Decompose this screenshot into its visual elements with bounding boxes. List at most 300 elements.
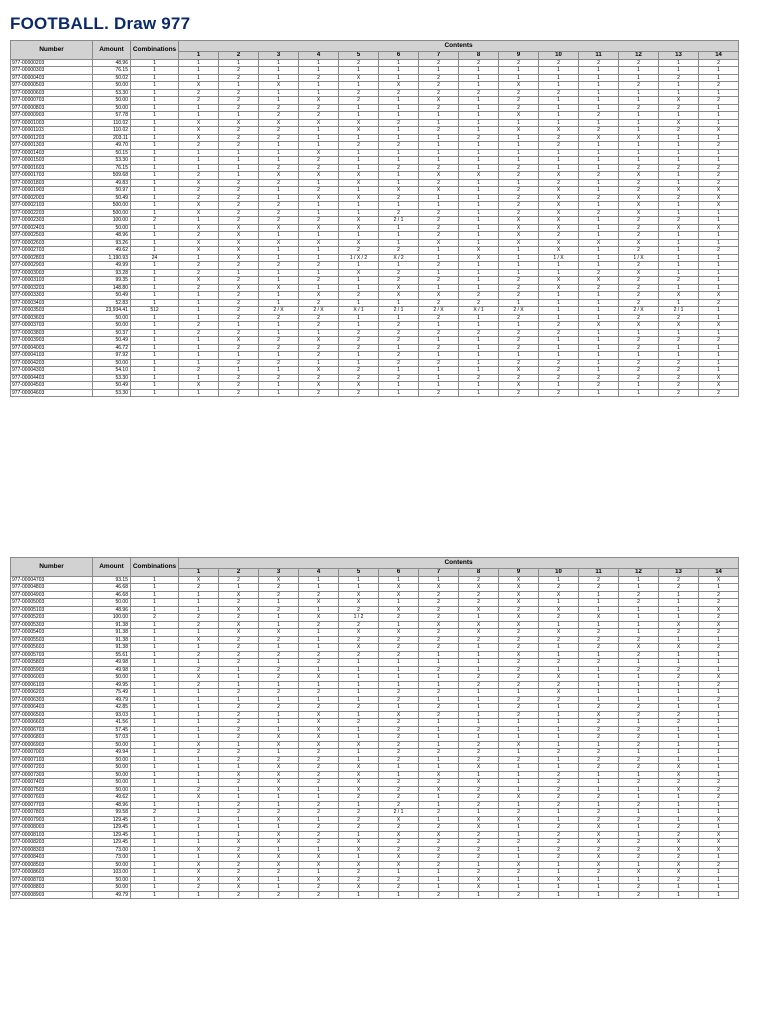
cell-outcome: X — [539, 209, 579, 217]
cell-outcome: 2 — [579, 194, 619, 202]
cell-outcome: 2 — [379, 359, 419, 367]
cell-amount: 129.45 — [93, 816, 131, 824]
cell-outcome: 2 — [219, 314, 259, 322]
cell-outcome: 1 — [179, 389, 219, 397]
cell-outcome: 2 — [459, 599, 499, 607]
cell-outcome: X — [499, 651, 539, 659]
cell-outcome: X — [179, 209, 219, 217]
cell-outcome: 1 — [579, 389, 619, 397]
cell-outcome: X — [699, 202, 739, 210]
table-row — [11, 621, 739, 629]
table-row — [11, 674, 739, 682]
cell-outcome: 2 — [499, 292, 539, 300]
table-row — [11, 119, 739, 127]
cell-outcome: 1 — [499, 734, 539, 742]
cell-outcome: 2 — [659, 359, 699, 367]
cell-amount: 91.38 — [93, 629, 131, 637]
cell-outcome: 1 — [179, 659, 219, 667]
cell-combinations: 1 — [131, 232, 179, 240]
cell-outcome: 2 — [419, 314, 459, 322]
header-match-9: 9 — [499, 52, 539, 60]
cell-outcome: 1 — [299, 846, 339, 854]
cell-outcome: X — [659, 224, 699, 232]
cell-outcome: 1 — [379, 112, 419, 120]
cell-outcome: 1 — [659, 636, 699, 644]
cell-outcome: 1 — [379, 344, 419, 352]
cell-outcome: 1 — [459, 614, 499, 622]
cell-outcome: 1 — [579, 202, 619, 210]
cell-outcome: 2 — [619, 726, 659, 734]
cell-outcome: 2 — [219, 374, 259, 382]
cell-outcome: 2 — [379, 741, 419, 749]
cell-outcome: 1 — [539, 644, 579, 652]
cell-outcome: 2 — [699, 794, 739, 802]
cell-outcome: 1 — [619, 97, 659, 105]
cell-outcome: 2 — [179, 651, 219, 659]
cell-outcome: 2 — [339, 824, 379, 832]
cell-outcome: 1 — [339, 112, 379, 120]
cell-outcome: 2 — [459, 786, 499, 794]
cell-outcome: X — [619, 194, 659, 202]
cell-outcome: 1 — [419, 801, 459, 809]
cell-outcome: 1 — [499, 876, 539, 884]
header-match-10: 10 — [539, 569, 579, 577]
cell-outcome: X — [699, 382, 739, 390]
table-row — [11, 232, 739, 240]
cell-outcome: 2 — [659, 711, 699, 719]
table-row — [11, 127, 739, 135]
cell-outcome: 1 — [179, 217, 219, 225]
cell-number: 977-00003503 — [11, 307, 93, 315]
cell-outcome: 2 — [259, 344, 299, 352]
cell-outcome: 1 — [659, 734, 699, 742]
cell-outcome: X — [339, 74, 379, 82]
cell-outcome: X — [179, 382, 219, 390]
cell-outcome: X — [179, 179, 219, 187]
cell-outcome: 2 — [459, 329, 499, 337]
table-row — [11, 704, 739, 712]
cell-amount: 50.00 — [93, 741, 131, 749]
cell-outcome: 1 — [539, 97, 579, 105]
cell-outcome: 2 — [379, 636, 419, 644]
cell-outcome: 2 — [219, 127, 259, 135]
cell-outcome: 1 — [459, 389, 499, 397]
cell-outcome: 2 — [219, 704, 259, 712]
cell-outcome: 2 — [699, 786, 739, 794]
cell-outcome: 1 — [259, 292, 299, 300]
cell-outcome: 2 — [699, 681, 739, 689]
cell-outcome: 2 — [419, 74, 459, 82]
cell-outcome: X — [419, 187, 459, 195]
cell-outcome: X — [219, 876, 259, 884]
cell-outcome: 1 — [539, 314, 579, 322]
cell-outcome: X — [259, 764, 299, 772]
cell-outcome: 1 — [459, 209, 499, 217]
cell-outcome: 1 — [579, 666, 619, 674]
table-row — [11, 209, 739, 217]
cell-outcome: 1 — [579, 187, 619, 195]
cell-amount: 49.70 — [93, 142, 131, 150]
cell-outcome: 1 — [579, 149, 619, 157]
header-amount: Amount — [93, 41, 131, 60]
cell-outcome: 2 — [299, 756, 339, 764]
cell-outcome: 2 — [699, 247, 739, 255]
cell-number: 977-00008003 — [11, 824, 93, 832]
header-match-6: 6 — [379, 569, 419, 577]
cell-outcome: 1 — [579, 651, 619, 659]
table-row — [11, 307, 739, 315]
cell-outcome: 2 — [699, 142, 739, 150]
cell-number: 977-00000703 — [11, 97, 93, 105]
cell-outcome: 1 — [619, 382, 659, 390]
cell-outcome: 1 — [419, 764, 459, 772]
cell-outcome: 2 — [219, 651, 259, 659]
cell-outcome: 1 — [619, 329, 659, 337]
cell-outcome: 1 — [659, 134, 699, 142]
cell-outcome: 1 — [339, 891, 379, 899]
cell-outcome: 2 — [419, 809, 459, 817]
table-row — [11, 382, 739, 390]
cell-outcome: 2 — [219, 179, 259, 187]
cell-outcome: 2 — [459, 831, 499, 839]
cell-outcome: X — [259, 629, 299, 637]
cell-outcome: X — [659, 771, 699, 779]
header-match-5: 5 — [339, 52, 379, 60]
cell-outcome: 2 — [299, 74, 339, 82]
cell-outcome: 1 — [299, 142, 339, 150]
cell-outcome: 2 — [539, 659, 579, 667]
cell-outcome: 1 — [699, 344, 739, 352]
cell-outcome: 2 — [379, 277, 419, 285]
cell-outcome: 2 — [619, 82, 659, 90]
cell-amount: 57.45 — [93, 726, 131, 734]
cell-outcome: 1 — [579, 599, 619, 607]
cell-outcome: 1 — [299, 254, 339, 262]
cell-outcome: X — [699, 816, 739, 824]
cell-outcome: 1 — [659, 891, 699, 899]
cell-outcome: X — [499, 614, 539, 622]
cell-outcome: 2 — [699, 599, 739, 607]
cell-outcome: 1 — [419, 884, 459, 892]
cell-outcome: 1 — [699, 711, 739, 719]
cell-outcome: 2 — [659, 374, 699, 382]
cell-outcome: X — [419, 831, 459, 839]
cell-outcome: 1 — [499, 67, 539, 75]
cell-outcome: 1 — [179, 771, 219, 779]
cell-outcome: X — [459, 884, 499, 892]
cell-outcome: 2 — [619, 816, 659, 824]
cell-outcome: 1 — [259, 232, 299, 240]
cell-outcome: 1 — [579, 82, 619, 90]
cell-outcome: 2 — [539, 367, 579, 375]
cell-outcome: X — [339, 861, 379, 869]
cell-outcome: 2 — [539, 179, 579, 187]
cell-outcome: 2 — [219, 749, 259, 757]
cell-outcome: 1 — [699, 269, 739, 277]
cell-outcome: X — [179, 636, 219, 644]
cell-outcome: X — [579, 831, 619, 839]
cell-outcome: 2 — [419, 389, 459, 397]
cell-outcome: 1 — [459, 352, 499, 360]
cell-outcome: 2 — [259, 217, 299, 225]
cell-outcome: 1 — [499, 149, 539, 157]
cell-outcome: X — [659, 187, 699, 195]
cell-outcome: 1 — [299, 816, 339, 824]
cell-outcome: 1 — [419, 869, 459, 877]
cell-outcome: 2 — [579, 127, 619, 135]
cell-outcome: 2 — [379, 329, 419, 337]
cell-outcome: 1 — [459, 337, 499, 345]
cell-amount: 50.49 — [93, 382, 131, 390]
cell-outcome: 2 — [219, 779, 259, 787]
cell-number: 977-00006403 — [11, 704, 93, 712]
cell-outcome: X — [219, 591, 259, 599]
cell-outcome: 1 — [699, 254, 739, 262]
cell-outcome: 2 — [379, 651, 419, 659]
cell-outcome: 2 — [459, 374, 499, 382]
cell-outcome: 2 — [179, 786, 219, 794]
cell-outcome: 1 — [339, 164, 379, 172]
cell-outcome: 1 — [419, 247, 459, 255]
cell-outcome: 1 — [539, 104, 579, 112]
cell-outcome: 1 — [179, 809, 219, 817]
cell-outcome: 2 — [299, 801, 339, 809]
cell-outcome: 1 — [659, 284, 699, 292]
cell-outcome: X — [339, 771, 379, 779]
cell-outcome: 1 — [499, 262, 539, 270]
cell-outcome: 2 — [699, 59, 739, 67]
cell-outcome: 1 — [459, 382, 499, 390]
cell-outcome: 2 / X — [499, 307, 539, 315]
cell-outcome: 2 — [259, 164, 299, 172]
cell-outcome: 2 — [419, 629, 459, 637]
cell-outcome: 1 — [459, 157, 499, 165]
table-row — [11, 187, 739, 195]
cell-outcome: 2 — [299, 779, 339, 787]
cell-outcome: 1 — [579, 97, 619, 105]
cell-outcome: 1 — [179, 689, 219, 697]
cell-outcome: 2 — [419, 824, 459, 832]
cell-outcome: 1 — [419, 696, 459, 704]
cell-outcome: X — [379, 816, 419, 824]
cell-outcome: 2 — [219, 209, 259, 217]
cell-number: 977-00006703 — [11, 726, 93, 734]
cell-outcome: 2 — [379, 352, 419, 360]
cell-outcome: 1 — [259, 187, 299, 195]
table-row — [11, 764, 739, 772]
cell-outcome: 2 — [179, 262, 219, 270]
cell-outcome: 1 — [699, 764, 739, 772]
table-row — [11, 314, 739, 322]
cell-outcome: 1 — [579, 681, 619, 689]
cell-combinations: 1 — [131, 674, 179, 682]
cell-outcome: 1 — [699, 307, 739, 315]
cell-outcome: X — [459, 779, 499, 787]
cell-outcome: X — [259, 172, 299, 180]
cell-outcome: 1 — [619, 629, 659, 637]
cell-outcome: X — [539, 172, 579, 180]
cell-outcome: 2 — [659, 277, 699, 285]
cell-outcome: 1 — [699, 636, 739, 644]
cell-outcome: 1 — [259, 884, 299, 892]
cell-outcome: 1 — [539, 337, 579, 345]
cell-outcome: 1 — [619, 674, 659, 682]
cell-outcome: 2 — [179, 666, 219, 674]
cell-outcome: 1 — [339, 726, 379, 734]
cell-outcome: 1 — [699, 666, 739, 674]
cell-outcome: 2 — [419, 59, 459, 67]
cell-outcome: X — [459, 584, 499, 592]
cell-outcome: 1 — [579, 329, 619, 337]
cell-outcome: 1 — [459, 97, 499, 105]
cell-outcome: 1 — [259, 681, 299, 689]
cell-outcome: X — [179, 861, 219, 869]
cell-outcome: 2 — [259, 202, 299, 210]
table-row — [11, 884, 739, 892]
cell-outcome: 2 — [619, 337, 659, 345]
cell-outcome: 1 — [539, 382, 579, 390]
cell-outcome: 1 — [259, 876, 299, 884]
cell-outcome: X — [219, 247, 259, 255]
cell-outcome: 1 — [539, 269, 579, 277]
cell-outcome: 1 — [459, 217, 499, 225]
cell-combinations: 1 — [131, 202, 179, 210]
cell-outcome: 2 — [699, 629, 739, 637]
cell-outcome: 1 — [179, 891, 219, 899]
cell-outcome: X — [339, 382, 379, 390]
cell-combinations: 1 — [131, 127, 179, 135]
cell-outcome: 2 — [619, 734, 659, 742]
cell-combinations: 1 — [131, 337, 179, 345]
cell-outcome: 1 — [499, 352, 539, 360]
cell-outcome: 2 — [259, 209, 299, 217]
cell-combinations: 1 — [131, 599, 179, 607]
cell-outcome: 2 / X — [299, 307, 339, 315]
cell-outcome: 2 — [379, 194, 419, 202]
cell-outcome: 1 — [539, 764, 579, 772]
cell-outcome: 1 — [459, 314, 499, 322]
cell-outcome: X — [659, 644, 699, 652]
cell-outcome: 1 — [179, 254, 219, 262]
cell-amount: 49.94 — [93, 749, 131, 757]
table-row — [11, 337, 739, 345]
table-row — [11, 292, 739, 300]
cell-outcome: 2 — [179, 614, 219, 622]
cell-outcome: X — [539, 127, 579, 135]
cell-outcome: 1 — [659, 352, 699, 360]
cell-outcome: 1 — [299, 681, 339, 689]
cell-outcome: X — [339, 194, 379, 202]
cell-outcome: 1 — [539, 292, 579, 300]
cell-outcome: 2 — [459, 59, 499, 67]
cell-number: 977-00008503 — [11, 861, 93, 869]
cell-outcome: 2 — [619, 59, 659, 67]
cell-outcome: 1 — [699, 651, 739, 659]
cell-outcome: X — [259, 816, 299, 824]
cell-outcome: 2 — [179, 816, 219, 824]
cell-combinations: 1 — [131, 681, 179, 689]
cell-outcome: 1 — [659, 741, 699, 749]
cell-amount: 509.68 — [93, 172, 131, 180]
cell-combinations: 1 — [131, 696, 179, 704]
cell-outcome: 2 — [299, 344, 339, 352]
cell-outcome: 1 — [259, 726, 299, 734]
cell-amount: 49.79 — [93, 891, 131, 899]
cell-amount: 54.10 — [93, 367, 131, 375]
cell-outcome: 2 — [499, 809, 539, 817]
cell-outcome: 1 — [219, 831, 259, 839]
cell-outcome: 2 — [419, 179, 459, 187]
cell-outcome: 2 — [339, 337, 379, 345]
cell-outcome: X — [379, 187, 419, 195]
cell-outcome: 1 — [219, 794, 259, 802]
cell-outcome: 2 — [619, 854, 659, 862]
cell-outcome: 2 — [339, 97, 379, 105]
cell-outcome: 1 — [659, 704, 699, 712]
cell-outcome: 1 — [179, 854, 219, 862]
cell-outcome: 2 — [379, 749, 419, 757]
table-row — [11, 299, 739, 307]
cell-outcome: 2 — [299, 809, 339, 817]
cell-outcome: 1 — [379, 576, 419, 584]
cell-outcome: 2 — [419, 591, 459, 599]
table-row — [11, 741, 739, 749]
cell-outcome: 1 — [659, 269, 699, 277]
cell-outcome: 1 — [579, 891, 619, 899]
cell-outcome: 1 — [499, 786, 539, 794]
cell-outcome: 1 — [259, 89, 299, 97]
cell-combinations: 1 — [131, 659, 179, 667]
header-match-7: 7 — [419, 569, 459, 577]
cell-outcome: 1 — [259, 599, 299, 607]
cell-outcome: 2 — [659, 584, 699, 592]
cell-outcome: 1 — [539, 599, 579, 607]
cell-outcome: 2 — [619, 374, 659, 382]
cell-combinations: 1 — [131, 719, 179, 727]
cell-outcome: X — [179, 741, 219, 749]
cell-outcome: X — [579, 277, 619, 285]
cell-outcome: 1 — [699, 119, 739, 127]
cell-outcome: 2 — [459, 794, 499, 802]
cell-outcome: 2 — [219, 217, 259, 225]
cell-outcome: X — [179, 869, 219, 877]
cell-outcome: 1 — [339, 149, 379, 157]
cell-outcome: 1 — [619, 606, 659, 614]
cell-outcome: 1 — [499, 119, 539, 127]
table-row — [11, 254, 739, 262]
cell-outcome: 1 — [179, 629, 219, 637]
cell-outcome: 1 — [699, 771, 739, 779]
cell-outcome: 1 — [499, 134, 539, 142]
cell-number: 977-00005803 — [11, 659, 93, 667]
cell-number: 977-00008903 — [11, 891, 93, 899]
cell-outcome: 2 — [259, 127, 299, 135]
cell-outcome: 1 — [339, 314, 379, 322]
cell-outcome: 2 — [699, 861, 739, 869]
cell-number: 977-00000403 — [11, 74, 93, 82]
cell-outcome: 1 — [419, 322, 459, 330]
cell-outcome: X — [499, 576, 539, 584]
cell-outcome: 1 — [699, 134, 739, 142]
table-row — [11, 224, 739, 232]
cell-outcome: 1 — [459, 202, 499, 210]
cell-outcome: 1 — [659, 884, 699, 892]
cell-outcome: 1 — [419, 367, 459, 375]
cell-outcome: 2 — [219, 299, 259, 307]
cell-combinations: 1 — [131, 112, 179, 120]
cell-outcome: 1 — [419, 254, 459, 262]
cell-outcome: 2 — [419, 359, 459, 367]
